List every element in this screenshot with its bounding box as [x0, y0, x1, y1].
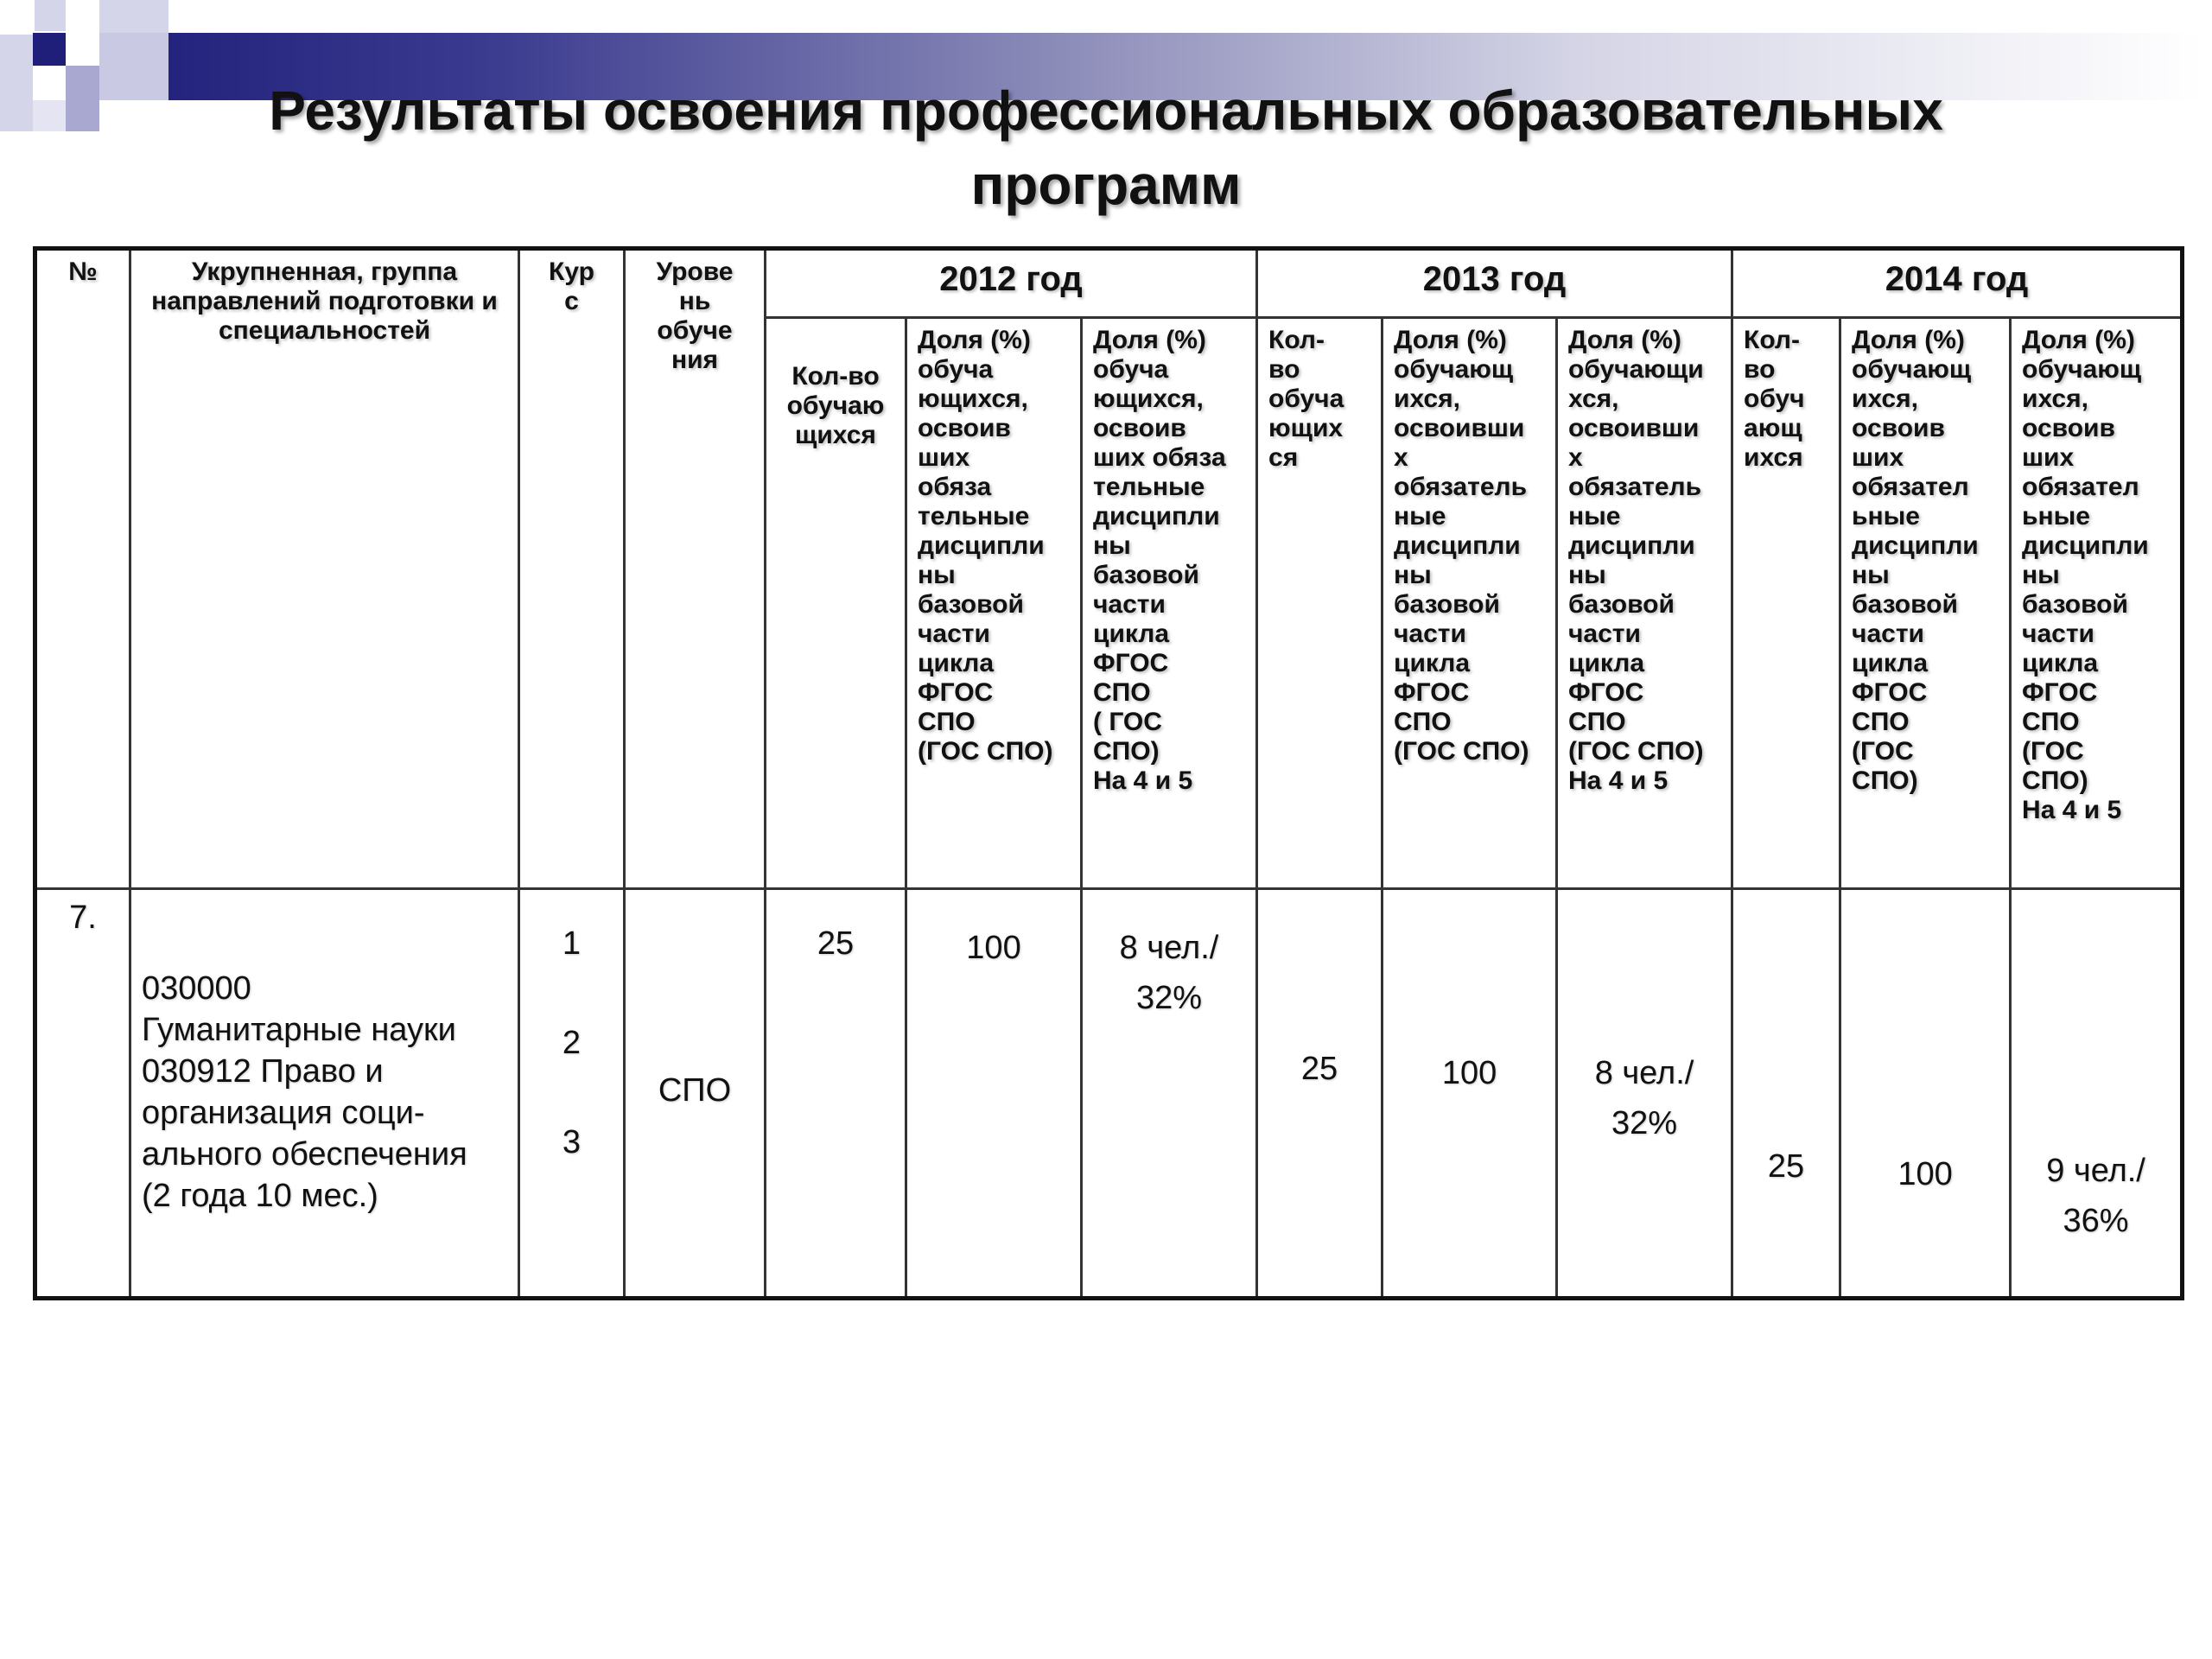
- cell-course: [519, 889, 625, 1299]
- header-course: Кур с: [519, 249, 625, 889]
- header-2014-share-4-5: Доля (%) обучающ ихся, освоив ших обязател ьные дисципли ны базовой части цикла ФГОС СПО (ГОС СПО) На 4 и 5: [2011, 318, 2183, 889]
- cell-2013-count-value: 25: [1300, 1051, 1338, 1087]
- cell-course-1: 1: [562, 925, 582, 962]
- cell-2012-share-value: 100: [966, 930, 1021, 966]
- header-2012-share: Доля (%) обуча ющихся, освоив ших обяза тельные дисципли ны базовой части цикла ФГОС СПО (ГОС СПО): [906, 318, 1082, 889]
- decor-square: [33, 100, 66, 131]
- header-year-2014: 2014 год: [1732, 249, 2183, 318]
- cell-2012-share: [906, 889, 1082, 1299]
- cell-2013-share-4-5-value: 8 чел./ 32%: [1594, 1055, 1694, 1141]
- cell-2013-share-value: 100: [1441, 1055, 1497, 1091]
- header-2012-count: Кол-во обучаю щихся: [766, 318, 906, 889]
- header-row-years: [35, 249, 2183, 318]
- cell-course-2: 2: [562, 1025, 582, 1061]
- slide-title-line1: Результаты освоения профессиональных образовательных: [269, 79, 1943, 142]
- results-table: [33, 246, 2184, 1300]
- cell-level-value: СПО: [658, 1072, 732, 1109]
- slide-title-line2: программ: [970, 154, 1242, 216]
- header-year-2012: 2012 год: [766, 249, 1257, 318]
- cell-2014-count: [1732, 889, 1840, 1299]
- header-2013-count: Кол- во обуча ющих ся: [1257, 318, 1382, 889]
- cell-2013-count: [1257, 889, 1382, 1299]
- decor-square: [0, 35, 33, 131]
- cell-2014-count-value: 25: [1767, 1148, 1805, 1185]
- header-2013-share: Доля (%) обучающ ихся, освоивши х обязатель ные дисципли ны базовой части цикла ФГОС СПО (ГОС СПО): [1382, 318, 1557, 889]
- header-num: №: [35, 249, 130, 889]
- decor-square: [35, 0, 66, 31]
- cell-2013-share-4-5: [1557, 889, 1732, 1299]
- cell-2012-share-4-5-value: 8 чел./ 32%: [1119, 930, 1219, 1016]
- header-group: Укрупненная, группа направлений подготовки и специальностей: [130, 249, 519, 889]
- header-year-2013: 2013 год: [1257, 249, 1732, 318]
- table-row: [35, 889, 2183, 1299]
- decor-square: [99, 0, 168, 33]
- decor-square: [0, 0, 35, 35]
- cell-2012-count-value: 25: [817, 925, 855, 962]
- header-level: Урове нь обуче ния: [625, 249, 766, 889]
- cell-2012-count: [766, 889, 906, 1299]
- header-2014-share: Доля (%) обучающ ихся, освоив ших обязател ьные дисципли ны базовой части цикла ФГОС СПО (ГОС СПО): [1840, 318, 2011, 889]
- cell-2014-share-4-5: [2011, 889, 2183, 1299]
- cell-group: 030000 Гуманитарные науки 030912 Право и организация соци- ального обеспечения (2 года 10 мес.): [130, 889, 519, 1299]
- cell-course-3: 3: [562, 1124, 582, 1160]
- header-2014-count: Кол- во обуч ающ ихся: [1732, 318, 1840, 889]
- header-2013-share-4-5: Доля (%) обучающи хся, освоивши х обязатель ные дисципли ны базовой части цикла ФГОС СПО (ГОС СПО) На 4 и 5: [1557, 318, 1732, 889]
- cell-2013-share: [1382, 889, 1557, 1299]
- cell-2014-share-value: 100: [1897, 1156, 1953, 1192]
- cell-2014-share-4-5-value: 9 чел./ 36%: [2046, 1153, 2145, 1239]
- cell-num: 7.: [35, 889, 130, 1299]
- cell-level: [625, 889, 766, 1299]
- cell-2012-share-4-5: [1082, 889, 1257, 1299]
- header-2012-share-4-5: Доля (%) обуча ющихся, освоив ших обяза тельные дисципли ны базовой части цикла ФГОС СПО ( ГОС СПО) На 4 и 5: [1082, 318, 1257, 889]
- cell-2014-share: [1840, 889, 2011, 1299]
- decor-square: [33, 33, 66, 66]
- slide-title: [69, 73, 2143, 222]
